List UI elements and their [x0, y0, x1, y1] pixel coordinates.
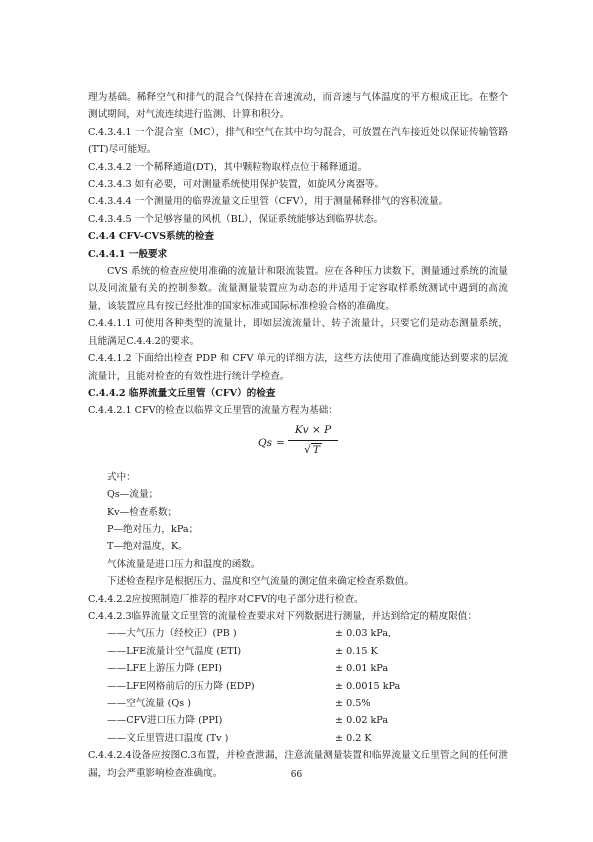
cfv-flow-equation — [88, 422, 508, 466]
heading-c441: C.4.4.1 一般要求 — [88, 248, 168, 260]
measurement-label: ——LFE网格前后的压力降 (EDP) — [107, 680, 255, 692]
definition-qs: Qs—流量； — [107, 489, 159, 501]
measurement-row — [88, 730, 508, 747]
clause-c4411: C.4.4.1.1 可使用各种类型的流量计，即如层流流量计、转子流量计，只要它们是动态测量系统，且能满足C.4.4.2的要求。 — [88, 318, 508, 347]
measurement-row — [88, 695, 508, 712]
formula-equals: = — [276, 436, 285, 449]
page-number: 66 — [290, 770, 303, 780]
note-procedure: 下述检查程序是根据压力、温度和空气流量的测定值来确定检查系数值。 — [107, 576, 414, 588]
paragraph-c441: CVS 系统的检查应使用准确的流量计和限流装置。应在各种压力读数下，测量通过系统的流量以及同流量有关的控制参数。流量测量装置应为动态的并适用于定容取样系统测试中遇到的高流量，该装置应具有按已经批准的国家标准或国际标准检验合格的准确度。 — [88, 266, 508, 312]
clause-c4412: C.4.4.1.2 下面给出检查 PDP 和 CFV 单元的详细方法，这些方法使用了准确度能达到要求的层流流量计，且能对检查的有效性进行统计学检查。 — [88, 353, 508, 382]
definition-p: P—绝对压力，kPa； — [107, 523, 199, 535]
measurement-label: ——空气流量 (Qs ) — [107, 698, 191, 709]
measurement-tolerance: ± 0.02 kPa — [335, 715, 389, 727]
clause-c4421: C.4.4.2.1 CFV的检查以临界文丘里管的流量方程为基础： — [88, 405, 338, 417]
page-content — [88, 89, 508, 782]
formula-lhs: Qs — [258, 436, 272, 449]
clause-c4341: C.4.3.4.1 一个混合室（MC），排气和空气在其中均匀混合，可放置在汽车接近处以保证传输管路(TT)尽可能短。 — [88, 126, 508, 156]
measurement-row — [88, 643, 508, 660]
clause-c4344: C.4.3.4.4 一个测量用的临界流量文丘里管（CFV），用于测量稀释排气的容积流量。 — [88, 196, 449, 208]
definition-kv: Kv—检查系数； — [107, 506, 178, 518]
measurement-tolerance: ± 0.5% — [335, 698, 371, 709]
measurement-tolerance: ± 0.01 kPa — [335, 663, 389, 675]
clause-c4343: C.4.3.4.3 如有必要，可对测量系统使用保护装置，如旋风分离器等。 — [88, 179, 385, 191]
formula-radicand: T — [312, 443, 320, 456]
clause-c4422: C.4.4.2.2应按照制造厂推荐的程序对CFV的电子部分进行检查。 — [88, 593, 364, 605]
definition-t: T—绝对温度，K。 — [107, 541, 188, 553]
formula-denominator — [304, 443, 322, 458]
measurement-label: ——LFE上游压力降 (EPI) — [107, 663, 222, 675]
fraction-bar — [288, 440, 338, 441]
clause-c4424: C.4.4.2.4设备应按图C.3布置，并检查泄漏，注意流量测量装置和临界流量文丘里管之间的任何泄漏，均会严重影响检查准确度。 — [88, 750, 508, 779]
clause-c4345: C.4.3.4.5 一个足够容量的风机（BL），保证系统能够达到临界状态。 — [88, 213, 384, 225]
measurement-row — [88, 712, 508, 729]
measurement-label: ——大气压力（经校正）(PB ) — [107, 628, 237, 640]
measurement-row — [88, 660, 508, 677]
formula-numerator: Kv × P — [294, 423, 332, 436]
formula-fraction — [288, 423, 338, 458]
measurement-label: ——CFV进口压力降 (PPI) — [107, 715, 223, 727]
heading-c44: C.4.4 CFV-CVS系统的检查 — [88, 231, 214, 243]
measurement-tolerance: ± 0.0015 kPa — [335, 680, 401, 692]
sqrt-icon: √ — [304, 443, 311, 456]
measurement-tolerance: ± 0.2 K — [335, 732, 372, 744]
measurement-tolerance: ± 0.15 K — [335, 645, 378, 657]
measurement-row — [88, 678, 508, 695]
measurement-tolerance: ± 0.03 kPa, — [335, 628, 392, 640]
measurement-row — [88, 625, 508, 642]
heading-c442: C.4.4.2 临界流量文丘里管（CFV）的检查 — [88, 387, 276, 399]
where-label: 式中： — [107, 471, 136, 483]
measurement-list — [88, 625, 508, 747]
measurement-label: ——LFE流量计空气温度 (ETI) — [107, 645, 242, 657]
note-flow-function: 气体流量是进口压力和温度的函数。 — [107, 558, 261, 570]
measurement-label: ——文丘里管进口温度 (Tv ) — [107, 732, 229, 744]
paragraph-intro: 理为基础。稀释空气和排气的混合气保持在音速流动，而音速与气体温度的平方根成正比。在整个测试期间，对气流连续进行监测、计算和积分。 — [88, 92, 508, 121]
clause-c4423: C.4.4.2.3临界流量文丘里管的流量检查要求对下列数据进行测量，并达到给定的精度限值： — [88, 610, 477, 622]
clause-c4342: C.4.3.4.2 一个稀释通道(DT)，其中颗粒物取样点位于稀释通道。 — [88, 161, 368, 173]
